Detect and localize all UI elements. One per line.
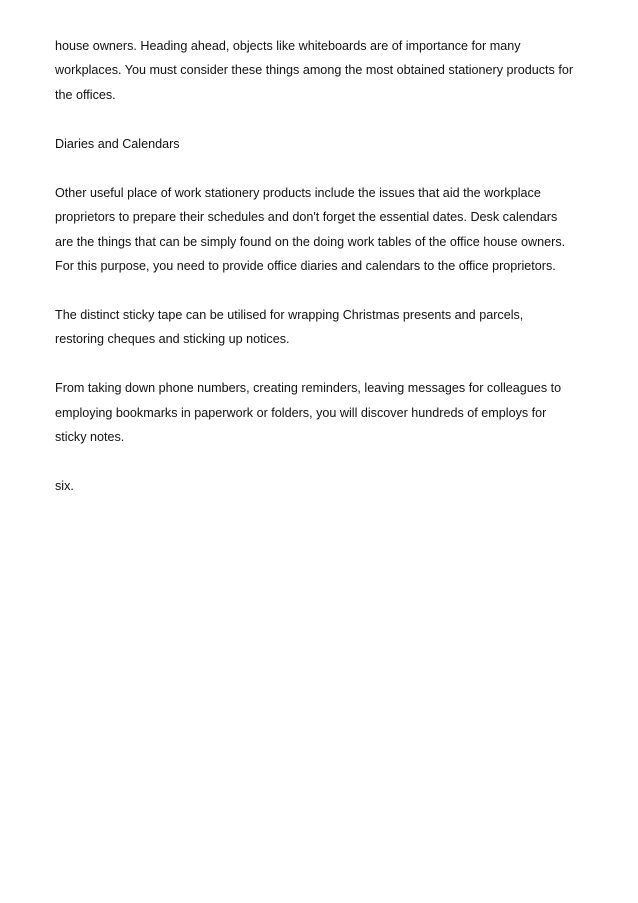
text-line: The distinct sticky tape can be utilised for wrapping Christmas presents and parcels, [55, 308, 524, 323]
text-line: Diaries and Calendars [55, 136, 180, 151]
paragraph-whiteboards [55, 34, 595, 107]
paragraph-sticky-notes [55, 376, 595, 449]
text-line: six. [55, 479, 74, 494]
paragraph-six [55, 474, 595, 498]
text-line: Other useful place of work stationery products include the issues that aid the workplace [55, 185, 541, 200]
paragraph-sticky-tape [55, 303, 595, 352]
text-line: For this purpose, you need to provide office diaries and calendars to the office proprietors. [55, 259, 556, 274]
document-body [55, 34, 595, 523]
text-line: employing bookmarks in paperwork or folders, you will discover hundreds of employs for [55, 405, 547, 420]
text-line: From taking down phone numbers, creating reminders, leaving messages for colleagues to [55, 381, 562, 396]
paragraph-diaries-calendars [55, 181, 595, 279]
text-line: the offices. [55, 87, 116, 102]
text-line: restoring cheques and sticking up notices. [55, 332, 290, 347]
text-line: proprietors to prepare their schedules and don't forget the essential dates. Desk calendars [55, 210, 558, 225]
text-line: are the things that can be simply found on the doing work tables of the office house owners. [55, 234, 566, 249]
text-line: sticky notes. [55, 430, 125, 445]
text-line: workplaces. You must consider these things among the most obtained stationery products for [55, 63, 574, 78]
section-heading-diaries-calendars [55, 132, 595, 156]
text-line: house owners. Heading ahead, objects like whiteboards are of importance for many [55, 39, 521, 53]
